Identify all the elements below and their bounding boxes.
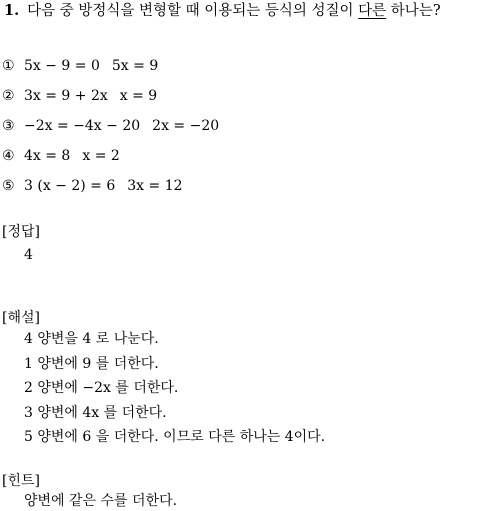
choice-equation-2: 2x = −20 (152, 118, 220, 134)
hint-label: [힌트] (2, 473, 40, 489)
choice-mark: ① (2, 58, 15, 74)
question-underlined-word: 다른 (358, 3, 387, 19)
question-number: 1. (4, 2, 20, 19)
choice-1 (2, 56, 158, 76)
answer-label: [정답] (2, 224, 40, 240)
explanation-line-1: 4 양변을 4 로 나눈다. (24, 331, 159, 347)
choice-equation-1: 3x = 9 + 2x (24, 88, 108, 104)
answer-value: 4 (24, 247, 33, 263)
explanation-line-2: 1 양변에 9 를 더한다. (24, 356, 159, 372)
question-title (4, 1, 441, 21)
explanation-line-4: 3 양변에 4x 를 더한다. (24, 405, 167, 421)
choice-equation-2: x = 9 (119, 88, 158, 104)
explanation-line-3: 2 양변에 −2x 를 더한다. (24, 380, 179, 396)
choice-2 (2, 86, 157, 106)
choice-mark: ④ (2, 148, 15, 164)
choice-mark: ② (2, 88, 15, 104)
choice-mark: ③ (2, 118, 15, 134)
choice-equation-2: x = 2 (82, 148, 120, 164)
choice-4 (2, 146, 120, 166)
choice-equation-1: 3 (x − 2) = 6 (24, 178, 116, 194)
question-text-after: 하나는? (386, 3, 441, 19)
choice-5 (2, 176, 183, 196)
explanation-label: [해설] (2, 310, 40, 326)
hint-text: 양변에 같은 수를 더한다. (24, 493, 178, 509)
choice-equation-2: 3x = 12 (127, 178, 183, 194)
choice-3 (2, 116, 219, 136)
choice-equation-1: −2x = −4x − 20 (24, 118, 141, 134)
question-text-before: 다음 중 방정식을 변형할 때 이용되는 등식의 성질이 (27, 3, 359, 19)
choice-equation-1: 5x − 9 = 0 (24, 58, 100, 74)
choice-equation-2: 5x = 9 (111, 58, 159, 74)
explanation-line-5: 5 양변에 6 을 더한다. 이므로 다른 하나는 4이다. (24, 429, 326, 445)
choice-mark: ⑤ (2, 178, 15, 194)
choice-equation-1: 4x = 8 (24, 148, 71, 164)
